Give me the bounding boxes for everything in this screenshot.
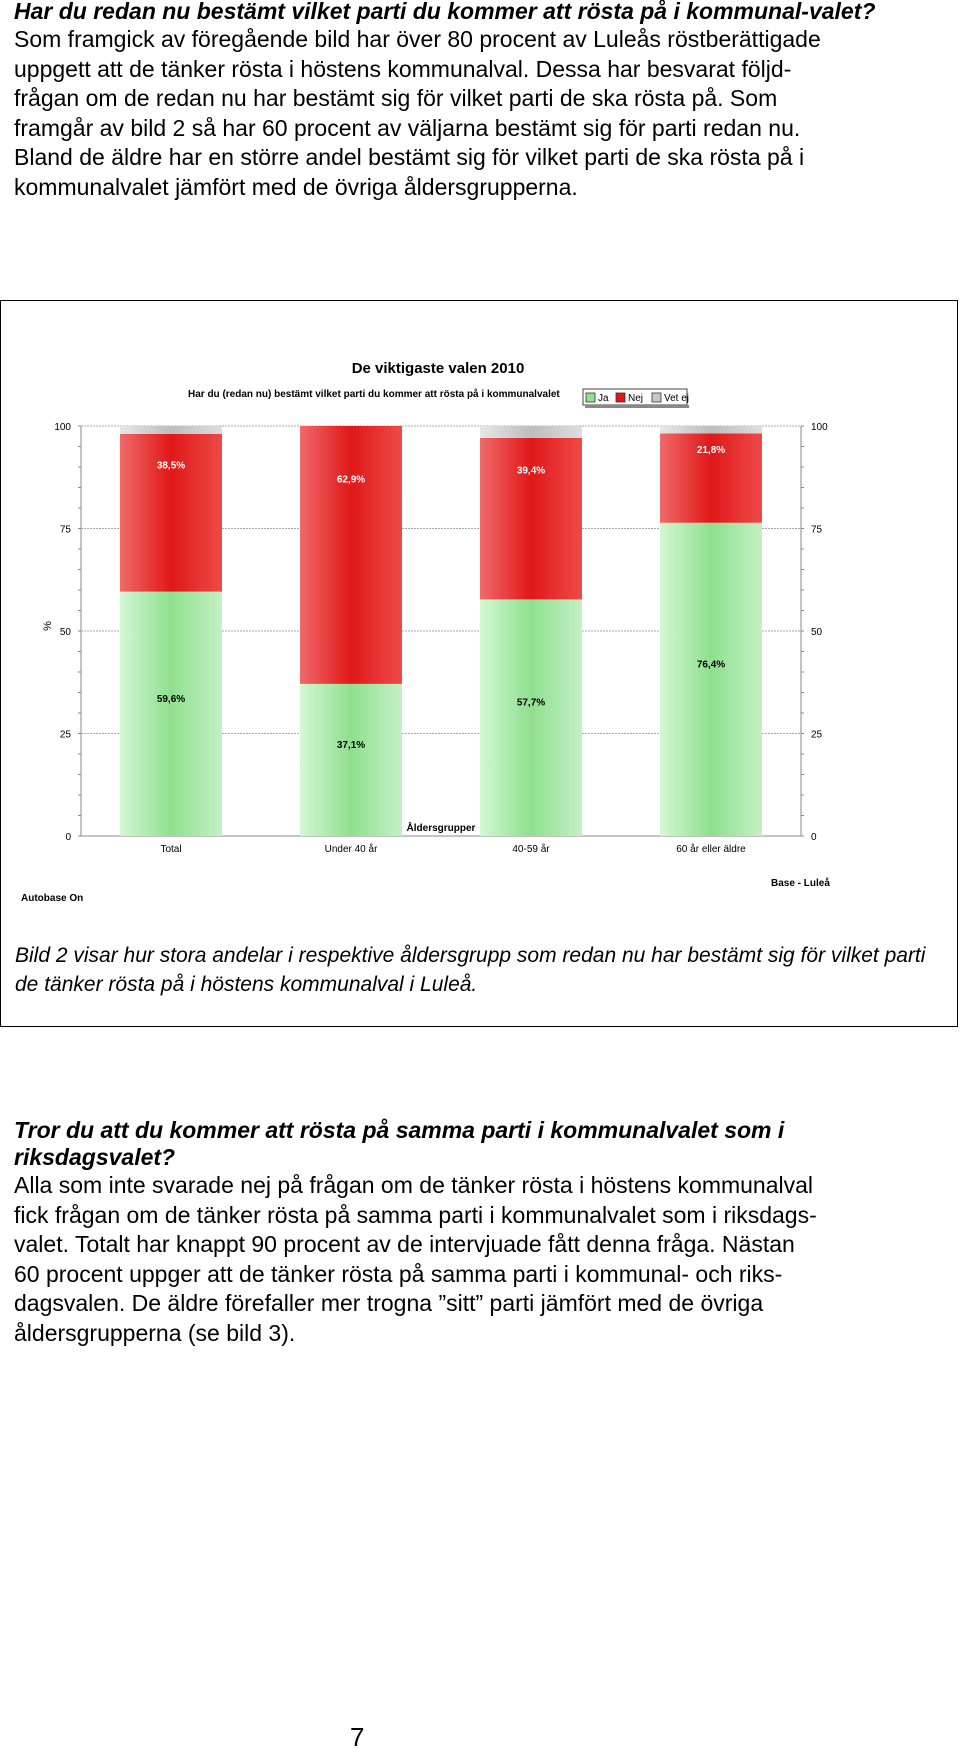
data-label: 62,9%	[336, 474, 366, 486]
data-label: 38,5%	[156, 460, 186, 472]
legend-label: Ja	[598, 393, 609, 404]
y-tick-label-left: 25	[59, 729, 71, 741]
legend-swatch	[652, 393, 661, 402]
legend-swatch	[616, 393, 625, 402]
y-tick-label-right: 25	[811, 729, 823, 741]
bar-segment-nej	[300, 426, 402, 684]
y-tick-label-right: 0	[811, 832, 817, 843]
data-label: 37,1%	[336, 739, 366, 751]
legend-shadow	[585, 405, 689, 408]
footer-left-label: Autobase On	[21, 893, 84, 904]
x-tick-label: 40-59 år	[512, 844, 550, 855]
chart-legend	[583, 389, 689, 408]
paragraph-line: uppgett att de tänker rösta i höstens kommunalval. Dessa har besvarat följd-	[14, 55, 792, 82]
paragraph-line: kommunalvalet jämfört med de övriga åldersgrupperna.	[14, 173, 578, 200]
bar-segment-ja	[480, 599, 582, 836]
data-label: 76,4%	[696, 659, 726, 671]
bar-segment-vet-ej	[120, 426, 222, 434]
chart-title: De viktigaste valen 2010	[351, 360, 525, 377]
y-tick-label-left: 0	[65, 832, 71, 843]
x-axis-label: Åldersgrupper	[406, 823, 476, 834]
paragraph-line: fick frågan om de tänker rösta på samma parti i kommunalvalet som i riksdags-	[14, 1201, 817, 1228]
footer-right-label: Base - Luleå	[771, 878, 830, 889]
y-tick-label-right: 50	[811, 627, 823, 638]
paragraph-line: dagsvalen. De äldre förefaller mer trogna ”sitt” parti jämfört med de övriga	[14, 1290, 764, 1316]
data-label: 59,6%	[156, 693, 186, 705]
paragraph-line: Som framgick av föregående bild har över 80 procent av Luleås röstberättigade	[14, 26, 821, 52]
paragraph-line: framgår av bild 2 så har 60 procent av väljarna bestämt sig för parti redan nu.	[14, 114, 801, 141]
paragraph-line: frågan om de redan nu har bestämt sig för vilket parti de ska rösta på. Som	[14, 85, 778, 111]
y-tick-label-right: 100	[811, 422, 828, 433]
legend-label: Vet ej	[664, 393, 690, 404]
page-number: 7	[350, 1722, 365, 1752]
figure-box	[0, 300, 958, 1027]
bar-segment-vet-ej	[480, 426, 582, 438]
y-tick-label-right: 75	[811, 524, 823, 536]
y-axis-label: %	[42, 621, 54, 631]
y-tick-label-left: 50	[59, 627, 71, 638]
section-same-party	[14, 1117, 944, 1348]
paragraph-line: Bland de äldre har en större andel bestämt sig för vilket parti de ska rösta på i	[14, 144, 805, 170]
paragraph-line: valet. Totalt har knappt 90 procent av de intervjuade fått denna fråga. Nästan	[14, 1231, 795, 1257]
bar-segment-ja	[300, 684, 402, 836]
data-label: 21,8%	[696, 445, 726, 457]
legend-swatch	[586, 393, 595, 402]
x-tick-label: 60 år eller äldre	[676, 844, 746, 855]
stacked-bar-chart	[1, 301, 956, 921]
bar-segment-nej	[120, 434, 222, 592]
x-tick-label: Total	[160, 844, 182, 855]
section-party-decided	[14, 0, 944, 202]
legend-label: Nej	[628, 393, 644, 404]
question-title: Har du redan nu bestämt vilket parti du kommer att rösta på i kommunal-valet?	[14, 0, 876, 24]
bar-segment-nej	[480, 438, 582, 600]
bar-segment-vet-ej	[660, 426, 762, 433]
figure-caption: Bild 2 visar hur stora andelar i respektive åldersgrupp som redan nu har bestämt sig för vilket parti de tänker rösta på i höstens kommunalval i Luleå.	[15, 944, 926, 996]
paragraph-line: åldersgrupperna (se bild 3).	[14, 1319, 296, 1346]
y-tick-label-left: 75	[59, 524, 71, 536]
chart-subtitle: Har du (redan nu) bestämt vilket parti du kommer att rösta på i kommunalvalet	[188, 389, 560, 400]
paragraph-line: Alla som inte svarade nej på frågan om de tänker rösta i höstens kommunalval	[14, 1172, 814, 1198]
x-tick-label: Under 40 år	[324, 844, 378, 855]
paragraph-line: 60 procent uppger att de tänker rösta på samma parti i kommunal- och riks-	[14, 1260, 783, 1287]
bar-segment-ja	[120, 592, 222, 836]
data-label: 57,7%	[516, 697, 546, 709]
data-label: 39,4%	[516, 465, 546, 477]
y-tick-label-left: 100	[54, 422, 71, 433]
question-title: Tror du att du kommer att rösta på samma parti i kommunalvalet som i riksdagsvalet?	[14, 1117, 785, 1170]
bar-segment-ja	[660, 523, 762, 836]
